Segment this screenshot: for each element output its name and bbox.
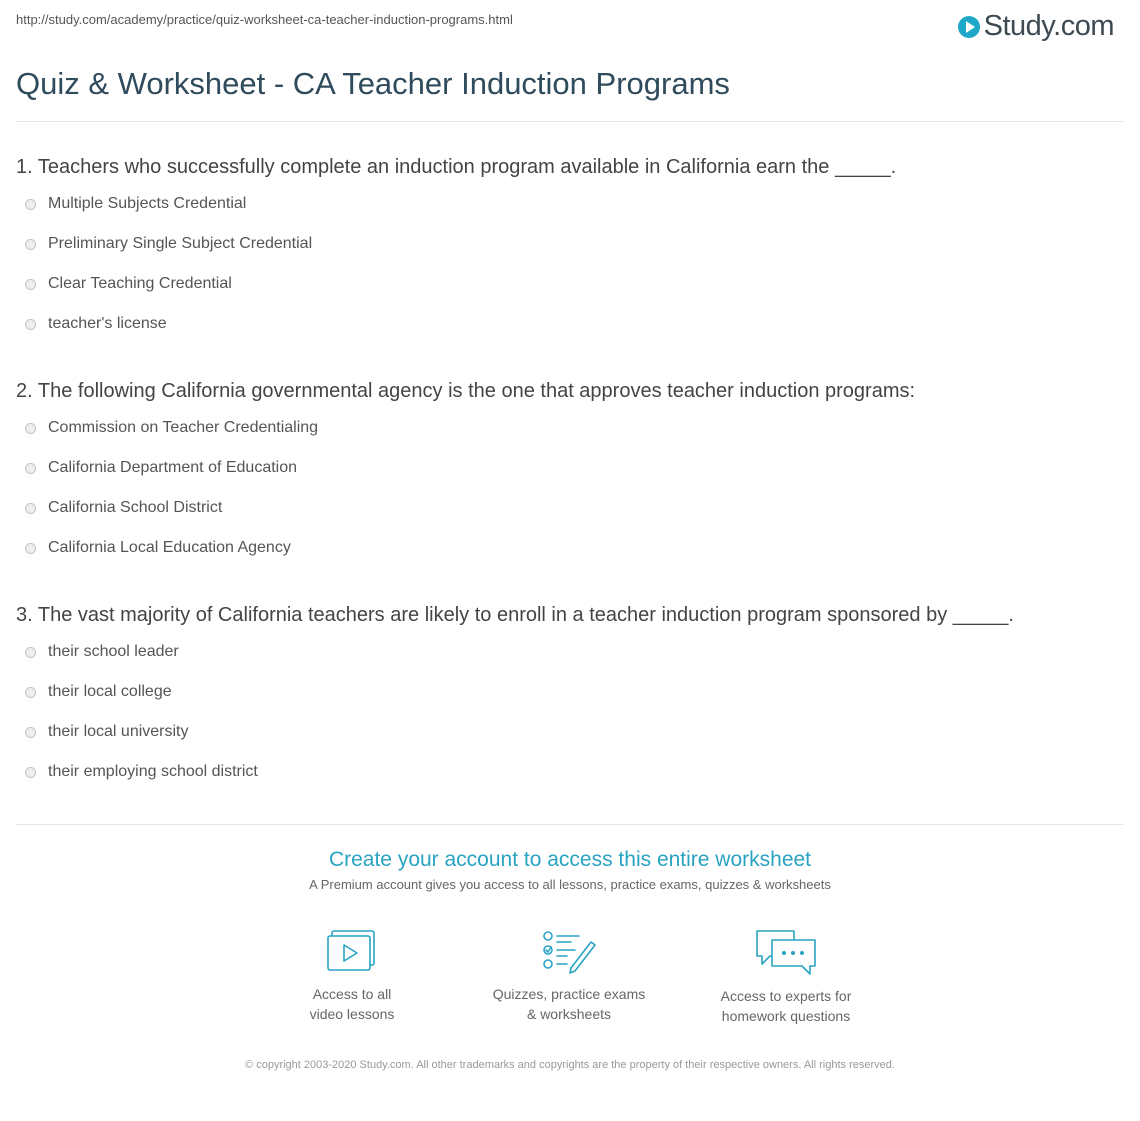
answer-option[interactable] <box>16 712 1124 752</box>
answer-label: their employing school district <box>48 763 258 780</box>
question-1 <box>16 154 1124 344</box>
answer-option[interactable] <box>16 672 1124 712</box>
answer-label: their local college <box>48 683 172 700</box>
answer-list <box>16 408 1124 568</box>
video-lesson-icon <box>326 928 378 974</box>
radio-button[interactable] <box>25 647 36 658</box>
answer-option[interactable] <box>16 528 1124 568</box>
answer-label: Clear Teaching Credential <box>48 275 232 292</box>
copyright-notice: © copyright 2003-2020 Study.com. All other trademarks and copyrights are the property of their respective owners. All rights reserved. <box>245 1059 895 1071</box>
radio-button[interactable] <box>25 239 36 250</box>
radio-button[interactable] <box>25 767 36 778</box>
question-2 <box>16 378 1124 568</box>
answer-label: Preliminary Single Subject Credential <box>48 235 313 252</box>
answer-option[interactable] <box>16 224 1124 264</box>
top-bar <box>16 10 1124 44</box>
answer-option[interactable] <box>16 488 1124 528</box>
answer-label: teacher's license <box>48 315 167 332</box>
logo-text: Study.com <box>983 10 1114 42</box>
answer-label: their local university <box>48 723 189 740</box>
feature-video-lessons <box>252 928 452 1024</box>
answer-option[interactable] <box>16 408 1124 448</box>
answer-option[interactable] <box>16 448 1124 488</box>
feature-label: Access to experts for homework questions <box>720 988 852 1024</box>
answer-option[interactable] <box>16 304 1124 344</box>
answer-label: Multiple Subjects Credential <box>48 195 247 212</box>
question-3 <box>16 602 1124 792</box>
radio-button[interactable] <box>25 503 36 514</box>
answer-option[interactable] <box>16 264 1124 304</box>
question-text: 2. The following California governmental agency is the one that approves teacher induction programs: <box>16 380 916 402</box>
answer-list <box>16 632 1124 792</box>
answer-option[interactable] <box>16 752 1124 792</box>
radio-button[interactable] <box>25 727 36 738</box>
cta-divider <box>16 824 1124 825</box>
chat-bubbles-icon <box>754 928 818 976</box>
quiz-checklist-icon <box>541 928 597 974</box>
page-url[interactable]: http://study.com/academy/practice/quiz-worksheet-ca-teacher-induction-programs.html <box>16 12 513 27</box>
radio-button[interactable] <box>25 687 36 698</box>
study-logo[interactable] <box>958 10 1114 43</box>
feature-label: Access to all video lessons <box>309 986 395 1022</box>
answer-label: California School District <box>48 499 223 516</box>
answer-label: their school leader <box>48 643 179 660</box>
answer-label: California Department of Education <box>48 459 298 476</box>
question-text: 1. Teachers who successfully complete an induction program available in California earn the _____. <box>16 156 897 178</box>
title-divider <box>16 121 1124 122</box>
play-circle-icon <box>958 16 980 38</box>
radio-button[interactable] <box>25 423 36 434</box>
answer-option[interactable] <box>16 632 1124 672</box>
radio-button[interactable] <box>25 279 36 290</box>
cta-subtitle: A Premium account gives you access to all lessons, practice exams, quizzes & worksheets <box>309 877 831 892</box>
create-account-link[interactable]: Create your account to access this entire worksheet <box>328 848 812 871</box>
answer-label: California Local Education Agency <box>48 539 291 556</box>
page-title: Quiz & Worksheet - CA Teacher Induction Programs <box>16 66 730 101</box>
feature-quizzes <box>469 928 669 1024</box>
radio-button[interactable] <box>25 543 36 554</box>
radio-button[interactable] <box>25 319 36 330</box>
answer-option[interactable] <box>16 184 1124 224</box>
radio-button[interactable] <box>25 199 36 210</box>
feature-label: Quizzes, practice exams & worksheets <box>492 986 646 1022</box>
answer-list <box>16 184 1124 344</box>
question-text: 3. The vast majority of California teachers are likely to enroll in a teacher induction program sponsored by _____. <box>16 604 1014 626</box>
radio-button[interactable] <box>25 463 36 474</box>
answer-label: Commission on Teacher Credentialing <box>48 419 319 436</box>
feature-experts <box>686 928 886 1026</box>
